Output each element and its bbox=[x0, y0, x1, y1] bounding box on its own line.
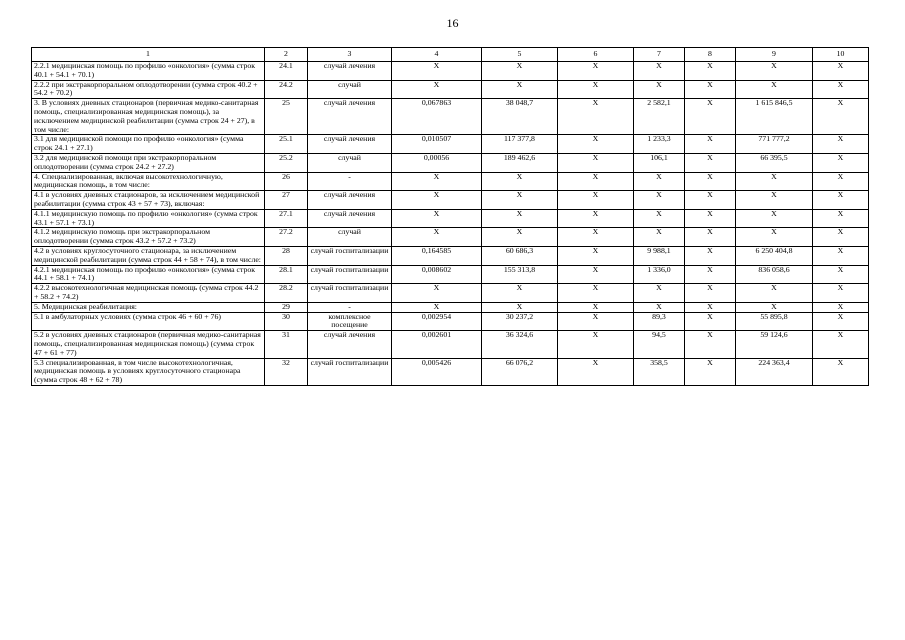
table-cell: 66 395,5 bbox=[736, 153, 813, 172]
row-label: 5.3 специализированная, в том числе высокотехнологичная, медицинская помощь в условиях круглосуточного стационара (сумма строк 48 + 62 + 78) bbox=[32, 358, 265, 385]
table-cell: X bbox=[813, 62, 869, 81]
column-header: 5 bbox=[482, 48, 558, 62]
table-cell: X bbox=[482, 191, 558, 210]
column-header: 8 bbox=[685, 48, 736, 62]
table-cell: X bbox=[634, 228, 685, 247]
table-cell: 59 124,6 bbox=[736, 331, 813, 358]
column-header: 3 bbox=[308, 48, 392, 62]
table-cell: X bbox=[685, 135, 736, 154]
table-cell: X bbox=[392, 228, 482, 247]
table-cell: X bbox=[558, 331, 634, 358]
table-cell: X bbox=[558, 80, 634, 99]
table-cell: X bbox=[685, 246, 736, 265]
table-cell: X bbox=[634, 191, 685, 210]
table-cell: X bbox=[634, 284, 685, 303]
table-cell: 0,067863 bbox=[392, 99, 482, 135]
table-cell: случай bbox=[308, 80, 392, 99]
table-row bbox=[32, 358, 869, 385]
table-cell: 29 bbox=[265, 302, 308, 312]
table-cell: случай лечения bbox=[308, 331, 392, 358]
table-cell: X bbox=[634, 172, 685, 191]
table-cell: - bbox=[308, 302, 392, 312]
table-cell: X bbox=[392, 191, 482, 210]
row-label: 4.2.1 медицинская помощь по профилю «онкология» (сумма строк 44.1 + 58.1 + 74.1) bbox=[32, 265, 265, 284]
table-cell: X bbox=[392, 284, 482, 303]
table-cell: 36 324,6 bbox=[482, 331, 558, 358]
table-cell: 0,010507 bbox=[392, 135, 482, 154]
column-header: 2 bbox=[265, 48, 308, 62]
table-cell: 32 bbox=[265, 358, 308, 385]
table-cell: X bbox=[558, 228, 634, 247]
table-cell: 189 462,6 bbox=[482, 153, 558, 172]
table-cell: X bbox=[634, 62, 685, 81]
table-cell: X bbox=[482, 62, 558, 81]
table-cell: X bbox=[558, 172, 634, 191]
table-row bbox=[32, 153, 869, 172]
column-header: 1 bbox=[32, 48, 265, 62]
table-cell: X bbox=[392, 172, 482, 191]
table-cell: X bbox=[813, 191, 869, 210]
table-cell: X bbox=[482, 302, 558, 312]
table-cell: X bbox=[736, 62, 813, 81]
table-cell: 26 bbox=[265, 172, 308, 191]
table-cell: X bbox=[558, 246, 634, 265]
table-cell: 38 048,7 bbox=[482, 99, 558, 135]
table-cell: X bbox=[813, 302, 869, 312]
table-cell: X bbox=[736, 284, 813, 303]
table-cell: X bbox=[392, 302, 482, 312]
table-row bbox=[32, 228, 869, 247]
table-cell: 30 237,2 bbox=[482, 312, 558, 331]
table-cell: X bbox=[813, 284, 869, 303]
row-label: 3. В условиях дневных стационаров (первичная медико-санитарная помощь, специализированная медицинская помощь), за исключением медицинской реабилитации (сумма строк 24 + 27), в том числе: bbox=[32, 99, 265, 135]
table-cell: X bbox=[813, 228, 869, 247]
table-row bbox=[32, 80, 869, 99]
table-cell: X bbox=[558, 358, 634, 385]
table-cell: X bbox=[392, 62, 482, 81]
table-cell: 25 bbox=[265, 99, 308, 135]
table-cell: - bbox=[308, 172, 392, 191]
table-cell: X bbox=[685, 265, 736, 284]
table-cell: X bbox=[558, 191, 634, 210]
row-label: 5. Медицинская реабилитация: bbox=[32, 302, 265, 312]
page-number: 16 bbox=[446, 16, 459, 30]
table-cell: X bbox=[813, 80, 869, 99]
table-cell: X bbox=[558, 99, 634, 135]
table-cell: случай госпитализации bbox=[308, 284, 392, 303]
table-cell: 0,164585 bbox=[392, 246, 482, 265]
table-cell: 89,3 bbox=[634, 312, 685, 331]
table-cell: 55 895,8 bbox=[736, 312, 813, 331]
table-cell: X bbox=[813, 172, 869, 191]
table-cell: X bbox=[482, 284, 558, 303]
table-cell: X bbox=[482, 80, 558, 99]
row-label: 2.2.2 при экстракорпоральном оплодотворении (сумма строк 40.2 + 54.2 + 70.2) bbox=[32, 80, 265, 99]
column-header: 6 bbox=[558, 48, 634, 62]
table-cell: X bbox=[813, 358, 869, 385]
column-header: 4 bbox=[392, 48, 482, 62]
table-cell: X bbox=[558, 153, 634, 172]
table-cell: 24.2 bbox=[265, 80, 308, 99]
table-cell: X bbox=[558, 265, 634, 284]
table-cell: 60 686,3 bbox=[482, 246, 558, 265]
table-cell: 2 582,1 bbox=[634, 99, 685, 135]
table-cell: X bbox=[392, 80, 482, 99]
table-row bbox=[32, 246, 869, 265]
table-cell: X bbox=[685, 302, 736, 312]
table-cell: 9 988,1 bbox=[634, 246, 685, 265]
row-label: 4.1.2 медицинскую помощь при экстракорпоральном оплодотворении (сумма строк 43.2 + 57.2 + 73.2) bbox=[32, 228, 265, 247]
table-cell: X bbox=[685, 228, 736, 247]
table-cell: случай лечения bbox=[308, 62, 392, 81]
table-cell: X bbox=[736, 172, 813, 191]
table-cell: X bbox=[685, 62, 736, 81]
table-cell: X bbox=[685, 358, 736, 385]
table-cell: комплексное посещение bbox=[308, 312, 392, 331]
table-cell: случай лечения bbox=[308, 135, 392, 154]
table-row bbox=[32, 302, 869, 312]
table-cell: случай bbox=[308, 153, 392, 172]
row-label: 3.1 для медицинской помощи по профилю «онкология» (сумма строк 24.1 + 27.1) bbox=[32, 135, 265, 154]
table-cell: X bbox=[558, 302, 634, 312]
table-cell: X bbox=[813, 209, 869, 228]
table-cell: 836 058,6 bbox=[736, 265, 813, 284]
table-cell: 27 bbox=[265, 191, 308, 210]
table-row bbox=[32, 331, 869, 358]
table-cell: 224 363,4 bbox=[736, 358, 813, 385]
table-cell: X bbox=[685, 153, 736, 172]
row-label: 4.2 в условиях круглосуточного стационара, за исключением медицинской реабилитации (сумма строк 44 + 58 + 74), в том числе: bbox=[32, 246, 265, 265]
data-table bbox=[31, 47, 869, 386]
column-header: 9 bbox=[736, 48, 813, 62]
table-cell: X bbox=[634, 80, 685, 99]
table-cell: 0,005426 bbox=[392, 358, 482, 385]
table-cell: 27.2 bbox=[265, 228, 308, 247]
table-cell: 66 076,2 bbox=[482, 358, 558, 385]
table-cell: X bbox=[736, 191, 813, 210]
table-cell: X bbox=[813, 265, 869, 284]
table-row bbox=[32, 284, 869, 303]
table-cell: X bbox=[736, 209, 813, 228]
table-cell: 0,008602 bbox=[392, 265, 482, 284]
table-row bbox=[32, 191, 869, 210]
table-cell: 155 313,8 bbox=[482, 265, 558, 284]
table-cell: случай лечения bbox=[308, 209, 392, 228]
table-cell: 6 250 404,8 bbox=[736, 246, 813, 265]
table-header-row bbox=[32, 48, 869, 62]
table-cell: случай лечения bbox=[308, 99, 392, 135]
table-cell: случай госпитализации bbox=[308, 265, 392, 284]
table-cell: X bbox=[685, 284, 736, 303]
table-cell: случай госпитализации bbox=[308, 246, 392, 265]
row-label: 5.2 в условиях дневных стационаров (первичная медико-санитарная помощь, специализированная медицинская помощь) (сумма строк 47 + 61 + 77) bbox=[32, 331, 265, 358]
table-cell: X bbox=[685, 99, 736, 135]
table-cell: X bbox=[558, 284, 634, 303]
table-cell: 1 336,0 bbox=[634, 265, 685, 284]
table-cell: X bbox=[813, 153, 869, 172]
table-row bbox=[32, 312, 869, 331]
table-cell: 25.2 bbox=[265, 153, 308, 172]
table-cell: 771 777,2 bbox=[736, 135, 813, 154]
table-cell: случай госпитализации bbox=[308, 358, 392, 385]
table-cell: X bbox=[813, 135, 869, 154]
table-cell: X bbox=[558, 135, 634, 154]
table-cell: X bbox=[685, 191, 736, 210]
table-cell: 117 377,8 bbox=[482, 135, 558, 154]
table-cell: X bbox=[558, 62, 634, 81]
table-cell: 1 233,3 bbox=[634, 135, 685, 154]
table-cell: 358,5 bbox=[634, 358, 685, 385]
table-cell: 24.1 bbox=[265, 62, 308, 81]
table-cell: X bbox=[813, 246, 869, 265]
column-header: 10 bbox=[813, 48, 869, 62]
table-cell: X bbox=[685, 331, 736, 358]
row-label: 3.2 для медицинской помощи при экстракорпоральном оплодотворении (сумма строк 24.2 + 27.2) bbox=[32, 153, 265, 172]
table-cell: X bbox=[685, 209, 736, 228]
table-cell: X bbox=[736, 80, 813, 99]
table-cell: X bbox=[634, 302, 685, 312]
table-cell: 0,002601 bbox=[392, 331, 482, 358]
table-cell: 30 bbox=[265, 312, 308, 331]
table-row bbox=[32, 62, 869, 81]
table-row bbox=[32, 172, 869, 191]
table-cell: X bbox=[482, 172, 558, 191]
table-cell: X bbox=[558, 209, 634, 228]
row-label: 2.2.1 медицинская помощь по профилю «онкология» (сумма строк 40.1 + 54.1 + 70.1) bbox=[32, 62, 265, 81]
table-cell: X bbox=[634, 209, 685, 228]
table-cell: X bbox=[482, 228, 558, 247]
table-row bbox=[32, 135, 869, 154]
table-cell: 25.1 bbox=[265, 135, 308, 154]
table-cell: 27.1 bbox=[265, 209, 308, 228]
table-cell: X bbox=[558, 312, 634, 331]
table-cell: X bbox=[685, 172, 736, 191]
row-label: 4. Специализированная, включая высокотехнологичную, медицинская помощь, в том числе: bbox=[32, 172, 265, 191]
table-cell: 0,002954 bbox=[392, 312, 482, 331]
row-label: 5.1 в амбулаторных условиях (сумма строк 46 + 60 + 76) bbox=[32, 312, 265, 331]
table-cell: X bbox=[736, 302, 813, 312]
table-row bbox=[32, 209, 869, 228]
table-cell: случай лечения bbox=[308, 191, 392, 210]
table-cell: X bbox=[685, 80, 736, 99]
table-row bbox=[32, 99, 869, 135]
table-cell: 28.1 bbox=[265, 265, 308, 284]
table-cell: X bbox=[685, 312, 736, 331]
column-header: 7 bbox=[634, 48, 685, 62]
table-cell: 106,1 bbox=[634, 153, 685, 172]
table-cell: 0,00056 bbox=[392, 153, 482, 172]
table-cell: X bbox=[392, 209, 482, 228]
table-cell: 94,5 bbox=[634, 331, 685, 358]
table-cell: X bbox=[813, 331, 869, 358]
table-cell: 31 bbox=[265, 331, 308, 358]
table-cell: X bbox=[813, 99, 869, 135]
table-cell: 28.2 bbox=[265, 284, 308, 303]
table-cell: X bbox=[813, 312, 869, 331]
table-row bbox=[32, 265, 869, 284]
row-label: 4.2.2 высокотехнологичная медицинская помощь (сумма строк 44.2 + 58.2 + 74.2) bbox=[32, 284, 265, 303]
row-label: 4.1.1 медицинскую помощь по профилю «онкология» (сумма строк 43.1 + 57.1 + 73.1) bbox=[32, 209, 265, 228]
table-cell: случай bbox=[308, 228, 392, 247]
table-cell: X bbox=[736, 228, 813, 247]
table-cell: 28 bbox=[265, 246, 308, 265]
row-label: 4.1 в условиях дневных стационаров, за исключением медицинской реабилитации (сумма строк 43 + 57 + 73), включая: bbox=[32, 191, 265, 210]
table-cell: X bbox=[482, 209, 558, 228]
table-cell: 1 615 846,5 bbox=[736, 99, 813, 135]
